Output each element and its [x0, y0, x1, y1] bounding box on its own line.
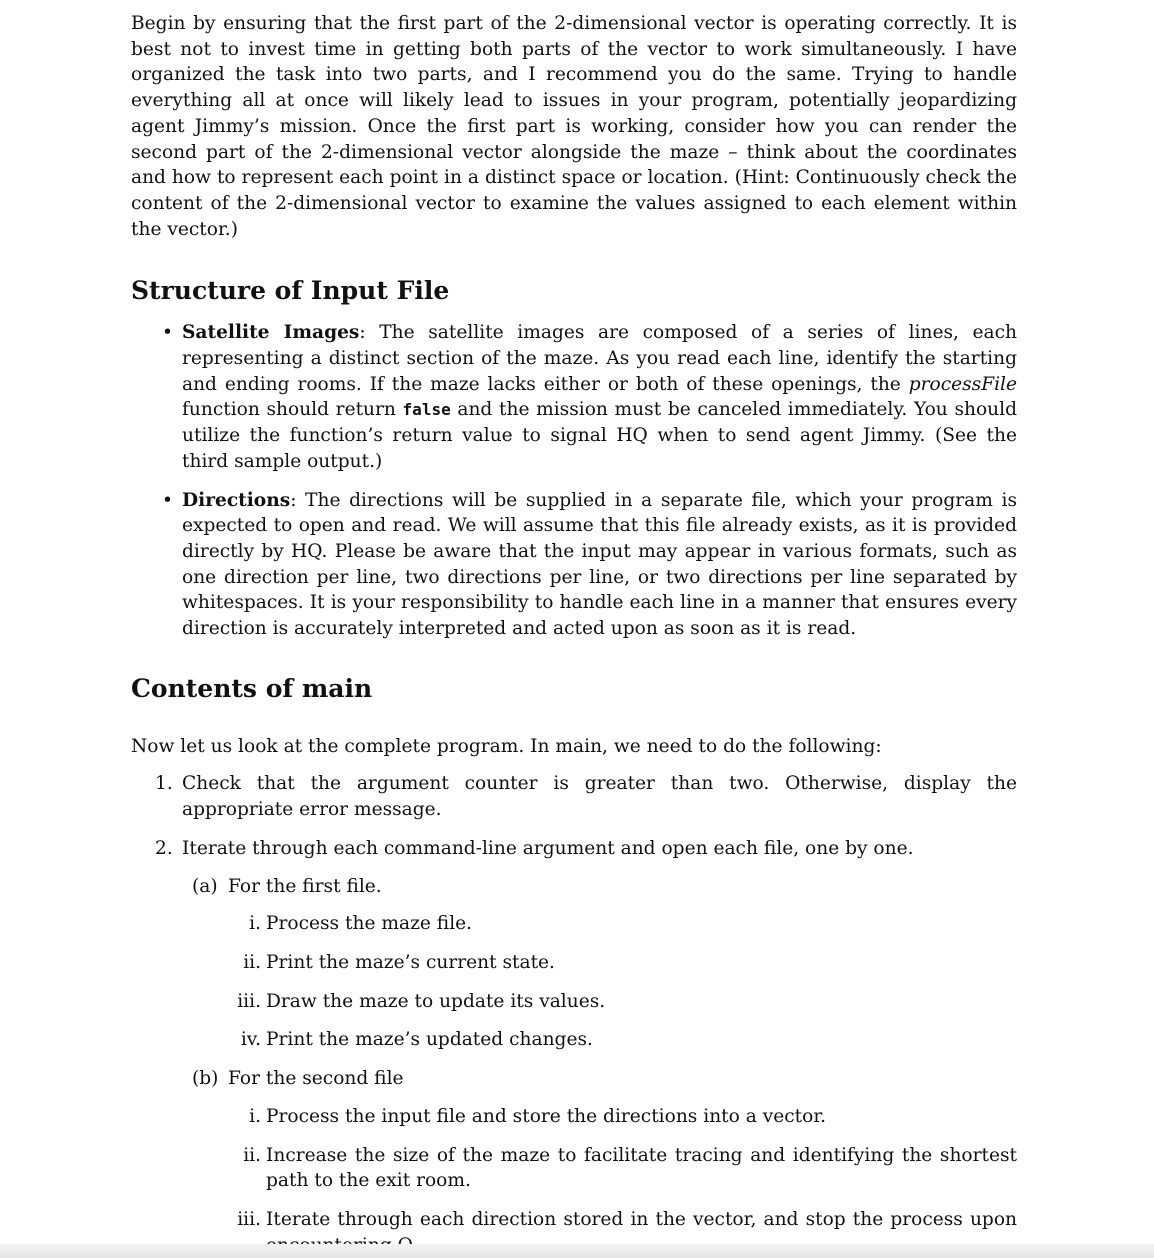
satellite-text-after: and the mission must be canceled immediately. You should utilize the function’s return value to signal HQ when to send agent Jimmy. (See the third sample output.) — [182, 399, 1017, 472]
action-text: Print the maze’s updated changes. — [266, 1029, 593, 1051]
action-text: Process the input file and store the directions into a vector. — [266, 1105, 827, 1127]
satellite-term: Satellite Images — [182, 322, 360, 344]
action-number: iii. — [237, 990, 261, 1012]
action-number: iii. — [237, 1208, 261, 1230]
satellite-text-before: : The satellite images are composed of a series of lines, each representing a distinct section of the maze. As you read each line, identify the starting and ending rooms. If the maze lacks either or both of these openings, the — [182, 322, 1018, 395]
step-number: 2. — [155, 837, 173, 859]
substep-text: For the first file. — [228, 875, 382, 897]
viewer-bottom-edge — [0, 1244, 1154, 1258]
intro-paragraph: Begin by ensuring that the first part of the 2-dimensional vector is operating correctly. It is best not to invest time in getting both parts of the vector to work simultaneously. I have organized the task into two parts, and I recommend you do the same. Trying to handle everything all at once will likely lead to issues in your program, potentially jeopardizing agent Jimmy’s mission. Once the first part is working, consider how you can render the second part of the 2-dimensional vector alongside the maze – think about the coordinates and how to represent each point in a distinct space or location. (Hint: Continuously check the content of the 2-dimensional vector to examine the values assigned to each element within the vector.) — [131, 13, 1017, 240]
directions-item — [131, 488, 1017, 642]
action-text: Print the maze’s current state. — [266, 951, 555, 973]
structure-list — [131, 320, 1017, 641]
first-file-actions — [228, 911, 1017, 1053]
action-number: i. — [249, 1105, 261, 1127]
main-heading: Contents of main — [131, 673, 373, 703]
step-text: Iterate through each command-line argument and open each file, one by one. — [182, 837, 914, 859]
document-page — [131, 8, 1017, 1258]
action-text: Draw the maze to update its values. — [266, 990, 606, 1012]
satellite-images-item — [131, 320, 1017, 474]
second-file-actions — [228, 1104, 1017, 1258]
bullet-icon: • — [162, 322, 173, 344]
substep-label: (b) — [192, 1068, 219, 1090]
second-file-item — [182, 1066, 1017, 1258]
action-number: ii. — [243, 1144, 261, 1166]
file-substeps-list — [182, 874, 1017, 1258]
action-number: iv. — [240, 1029, 261, 1051]
first-file-item — [182, 874, 1017, 1054]
directions-text: : The directions will be supplied in a separate file, which your program is expected to open and read. We will assume that this file already exists, as it is provided directly by HQ. Please be aware that the input may appear in various formats, such as one direction per line, two directions per line, or two directions per line separated by whitespaces. It is your responsibility to handle each line in a manner that ensures every direction is accurately interpreted and acted upon as soon as it is read. — [182, 489, 1017, 640]
substep-text: For the second file — [228, 1068, 404, 1090]
action-item — [228, 989, 1017, 1015]
false-code: false — [402, 400, 451, 420]
main-lead: Now let us look at the complete program. In main, we need to do the following: — [131, 735, 882, 757]
substep-label: (a) — [192, 875, 218, 897]
step-number: 1. — [155, 773, 173, 795]
action-item — [228, 911, 1017, 937]
structure-heading: Structure of Input File — [131, 276, 450, 306]
action-number: i. — [249, 913, 261, 935]
action-number: ii. — [243, 951, 261, 973]
process-file-function: processFile — [908, 373, 1017, 395]
bullet-icon: • — [162, 489, 173, 511]
action-text: Increase the size of the maze to facilitate tracing and identifying the shortest path to the exit room. — [266, 1144, 1017, 1192]
directions-term: Directions — [182, 489, 291, 511]
action-item — [228, 950, 1017, 976]
action-text: Iterate through each direction stored in the vector, and stop the process upon — [266, 1208, 1017, 1230]
step-item — [131, 771, 1017, 822]
step-item — [131, 836, 1017, 1258]
action-item — [228, 1027, 1017, 1053]
action-item — [228, 1143, 1017, 1194]
main-steps-list — [131, 771, 1017, 1258]
action-text: Process the maze file. — [266, 913, 473, 935]
satellite-text-middle: function should return — [182, 399, 403, 421]
step-text: Check that the argument counter is greater than two. Otherwise, display the appropriate error message. — [182, 773, 1017, 821]
action-item — [228, 1104, 1017, 1130]
